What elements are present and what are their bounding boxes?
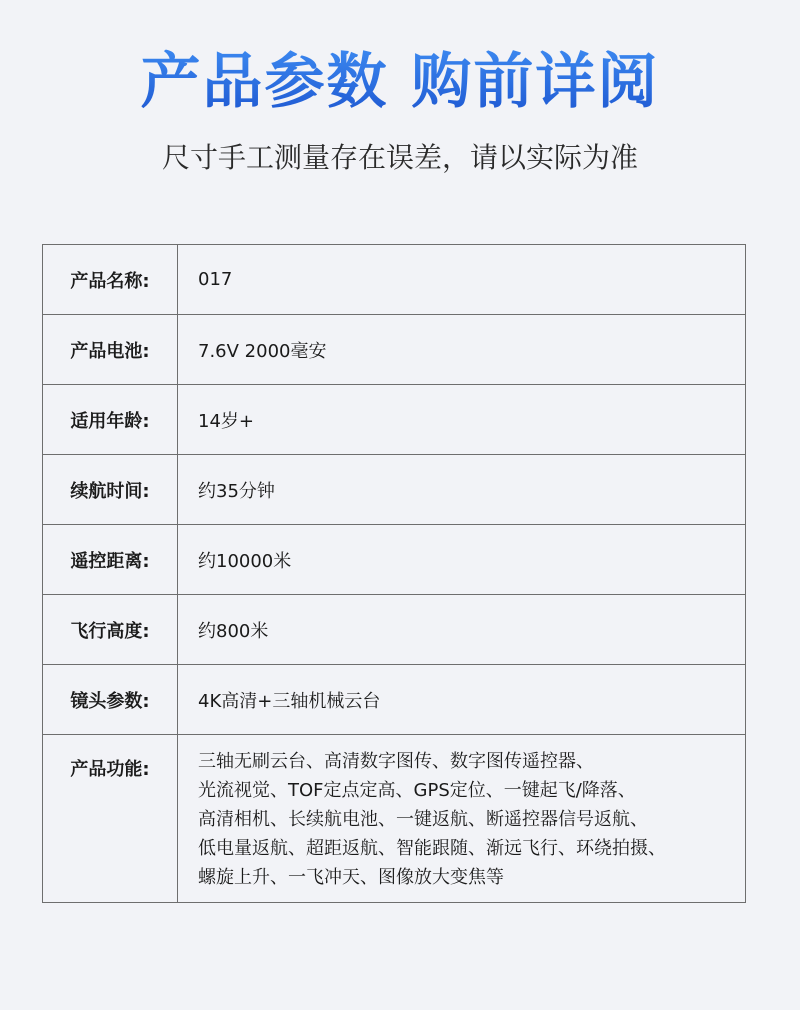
spec-row-flight-altitude <box>43 595 746 665</box>
feature-line: 光流视觉、TOF定点定高、GPS定位、一键起飞/降落、 <box>198 780 636 801</box>
spec-label: 产品名称: <box>43 245 178 315</box>
feature-line: 三轴无刷云台、高清数字图传、数字图传遥控器、 <box>198 751 594 772</box>
spec-label: 镜头参数: <box>43 665 178 735</box>
spec-value: 017 <box>178 245 746 315</box>
page-subtitle: 尺寸手工测量存在误差，请以实际为准 <box>161 141 638 174</box>
spec-row-features <box>43 735 746 903</box>
spec-value: 约10000米 <box>178 525 746 595</box>
page-title: 产品参数 购前详阅 <box>0 42 800 122</box>
spec-table <box>42 244 746 903</box>
spec-value: 约800米 <box>178 595 746 665</box>
spec-value: 14岁+ <box>178 385 746 455</box>
spec-row-camera <box>43 665 746 735</box>
spec-label: 遥控距离: <box>43 525 178 595</box>
spec-value: 7.6V 2000毫安 <box>178 315 746 385</box>
spec-label: 产品电池: <box>43 315 178 385</box>
spec-value: 4K高清+三轴机械云台 <box>178 665 746 735</box>
spec-label: 续航时间: <box>43 455 178 525</box>
spec-label: 适用年龄: <box>43 385 178 455</box>
spec-row-flight-time <box>43 455 746 525</box>
spec-row-age <box>43 385 746 455</box>
feature-line: 螺旋上升、一飞冲天、图像放大变焦等 <box>198 867 504 888</box>
feature-line: 高清相机、长续航电池、一键返航、断遥控器信号返航、 <box>198 809 648 830</box>
feature-list <box>178 735 746 903</box>
spec-row-product-name <box>43 245 746 315</box>
spec-row-battery <box>43 315 746 385</box>
spec-value: 约35分钟 <box>178 455 746 525</box>
spec-row-control-range <box>43 525 746 595</box>
feature-line: 低电量返航、超距返航、智能跟随、渐远飞行、环绕拍摄、 <box>198 838 666 859</box>
spec-label: 产品功能: <box>43 735 178 903</box>
spec-label: 飞行高度: <box>43 595 178 665</box>
